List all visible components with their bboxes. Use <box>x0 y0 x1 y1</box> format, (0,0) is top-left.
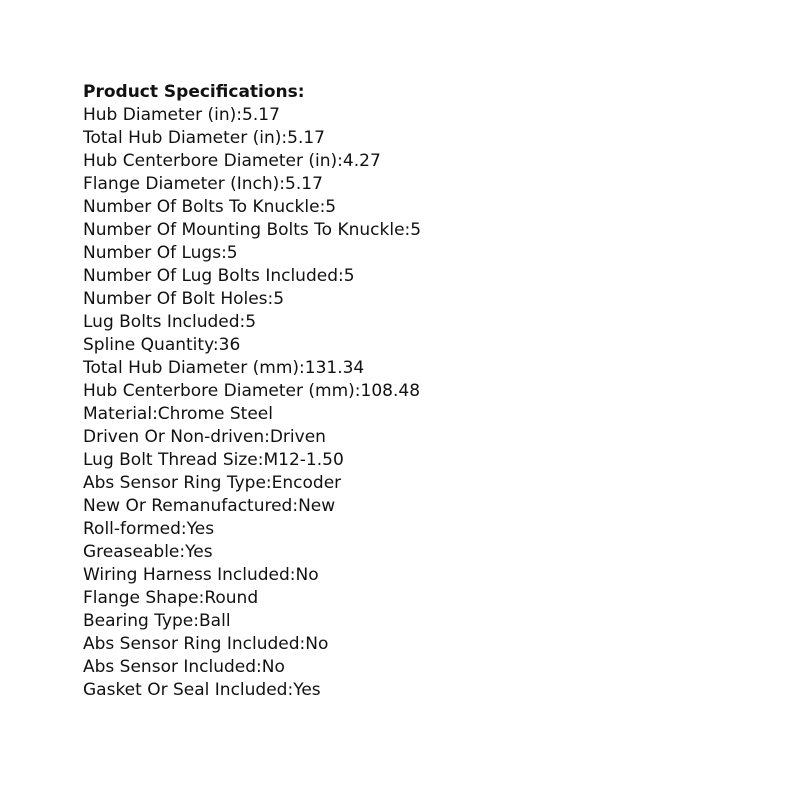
spec-label: Number Of Lug Bolts Included <box>83 266 338 286</box>
spec-row <box>83 633 783 656</box>
spec-separator: : <box>267 289 274 309</box>
spec-row <box>83 449 783 472</box>
spec-row <box>83 288 783 311</box>
product-specifications <box>83 81 783 702</box>
spec-separator: : <box>299 358 305 378</box>
spec-value: No <box>305 634 329 654</box>
spec-row <box>83 472 783 495</box>
spec-value: 4.27 <box>342 151 381 171</box>
spec-label: Roll-formed <box>83 519 181 539</box>
spec-value: Yes <box>185 542 213 562</box>
spec-value: 108.48 <box>360 381 421 401</box>
spec-separator: : <box>212 335 219 355</box>
spec-row <box>83 334 783 357</box>
spec-label: Abs Sensor Included <box>83 657 257 677</box>
spec-row <box>83 403 783 426</box>
spec-row <box>83 610 783 633</box>
spec-label: Driven Or Non-driven <box>83 427 265 447</box>
spec-separator: : <box>198 588 205 608</box>
spec-value: 5 <box>245 312 257 332</box>
spec-label: Lug Bolts Included <box>83 312 240 332</box>
spec-separator: : <box>281 128 288 148</box>
spec-row <box>83 426 783 449</box>
spec-label: Number Of Bolt Holes <box>83 289 268 309</box>
spec-label: Number Of Lugs <box>83 243 222 263</box>
spec-separator: : <box>180 519 187 539</box>
spec-separator: : <box>152 404 158 424</box>
spec-separator: : <box>338 266 344 286</box>
spec-row <box>83 196 783 219</box>
spec-value: 5.17 <box>285 174 323 194</box>
spec-label: Spline Quantity <box>83 335 213 355</box>
spec-label: Flange Shape <box>83 588 199 608</box>
spec-title: Product Specifications: <box>83 82 305 102</box>
spec-label: Flange Diameter (Inch) <box>83 174 280 194</box>
spec-row <box>83 265 783 288</box>
spec-value: Chrome Steel <box>157 404 273 424</box>
spec-row <box>83 679 783 702</box>
spec-value: 131.34 <box>304 358 365 378</box>
spec-list <box>83 104 783 702</box>
spec-row <box>83 242 783 265</box>
spec-value: No <box>295 565 319 585</box>
spec-separator: : <box>257 450 264 470</box>
spec-value: Driven <box>269 427 326 447</box>
spec-separator: : <box>354 381 361 401</box>
spec-separator: : <box>287 680 294 700</box>
spec-label: Abs Sensor Ring Included <box>83 634 300 654</box>
spec-row <box>83 380 783 403</box>
spec-row <box>83 150 783 173</box>
spec-row <box>83 127 783 150</box>
spec-label: New Or Remanufactured <box>83 496 293 516</box>
spec-separator: : <box>221 243 227 263</box>
spec-value: Encoder <box>271 473 342 493</box>
spec-row <box>83 311 783 334</box>
spec-row <box>83 564 783 587</box>
spec-value: 5 <box>410 220 422 240</box>
spec-label: Total Hub Diameter (mm) <box>83 358 300 378</box>
spec-separator: : <box>179 542 186 562</box>
spec-value: Yes <box>186 519 215 539</box>
spec-label: Hub Centerbore Diameter (in) <box>83 151 338 171</box>
spec-value: Round <box>204 588 259 608</box>
spec-value: 5 <box>226 243 238 263</box>
spec-value: 5 <box>273 289 285 309</box>
spec-label: Gasket Or Seal Included <box>83 680 288 700</box>
spec-label: Lug Bolt Thread Size <box>83 450 258 470</box>
spec-separator: : <box>404 220 411 240</box>
spec-value: No <box>261 657 285 677</box>
spec-value: Yes <box>293 680 321 700</box>
spec-row <box>83 587 783 610</box>
spec-row <box>83 219 783 242</box>
spec-row <box>83 173 783 196</box>
spec-value: M12-1.50 <box>263 450 344 470</box>
spec-separator: : <box>236 105 243 125</box>
spec-value: 5 <box>343 266 355 286</box>
spec-row <box>83 518 783 541</box>
spec-value: 36 <box>218 335 241 355</box>
spec-separator: : <box>319 197 326 217</box>
spec-row <box>83 495 783 518</box>
spec-separator: : <box>299 634 306 654</box>
spec-label: Material <box>83 404 153 424</box>
spec-label: Number Of Mounting Bolts To Knuckle <box>83 220 405 240</box>
spec-separator: : <box>193 611 200 631</box>
spec-separator: : <box>256 657 262 677</box>
spec-row <box>83 357 783 380</box>
spec-separator: : <box>337 151 343 171</box>
spec-label: Wiring Harness Included <box>83 565 290 585</box>
spec-separator: : <box>264 427 270 447</box>
spec-separator: : <box>239 312 246 332</box>
spec-value: 5 <box>325 197 337 217</box>
spec-label: Number Of Bolts To Knuckle <box>83 197 320 217</box>
spec-separator: : <box>279 174 286 194</box>
spec-row <box>83 656 783 679</box>
spec-separator: : <box>292 496 299 516</box>
spec-row <box>83 541 783 564</box>
spec-label: Greaseable <box>83 542 180 562</box>
spec-label: Abs Sensor Ring Type <box>83 473 266 493</box>
spec-row <box>83 104 783 127</box>
spec-value: New <box>298 496 336 516</box>
spec-separator: : <box>289 565 296 585</box>
spec-value: 5.17 <box>287 128 325 148</box>
spec-label: Hub Centerbore Diameter (mm) <box>83 381 355 401</box>
spec-separator: : <box>265 473 272 493</box>
spec-label: Hub Diameter (in) <box>83 105 237 125</box>
spec-label: Total Hub Diameter (in) <box>83 128 282 148</box>
spec-value: 5.17 <box>242 105 280 125</box>
spec-value: Ball <box>199 611 231 631</box>
spec-label: Bearing Type <box>83 611 194 631</box>
